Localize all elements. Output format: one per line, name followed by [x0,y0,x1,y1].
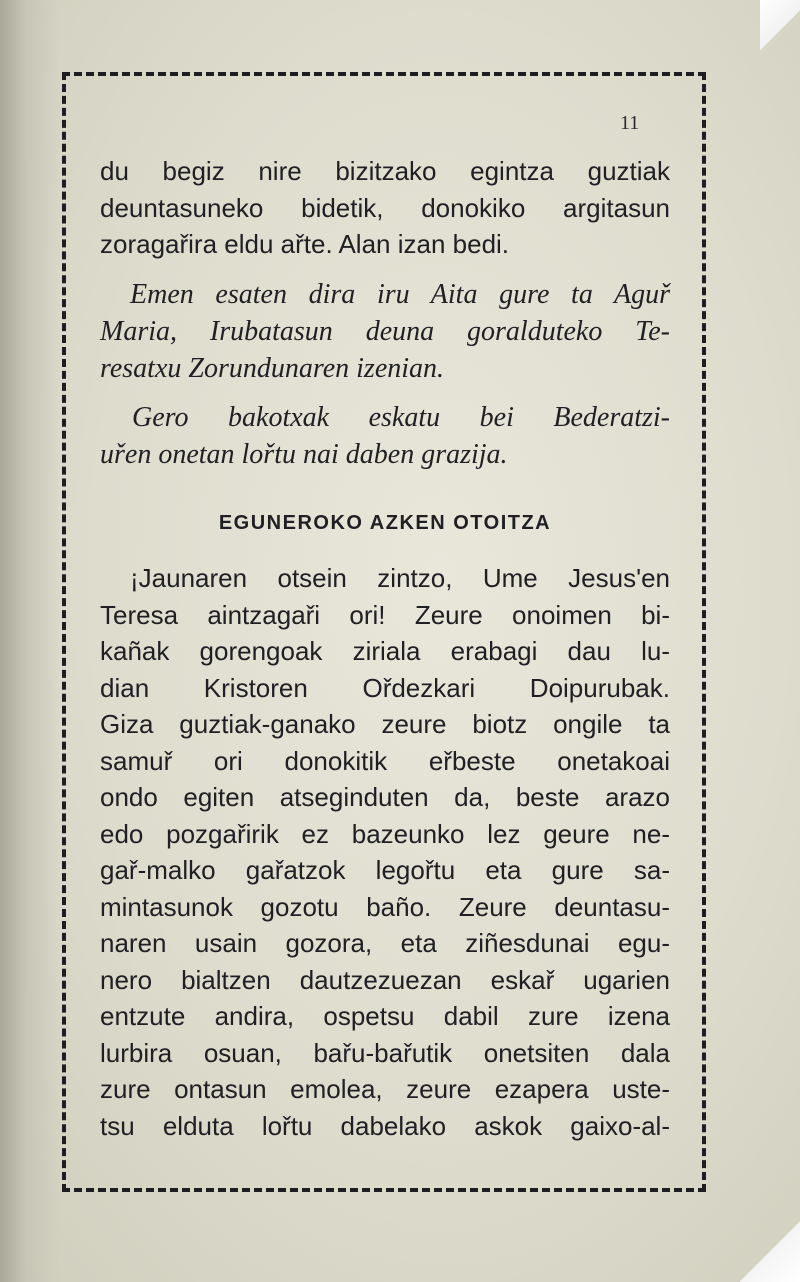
text-line: zure ontasun emolea, zeure ezapera uste- [100,1074,670,1104]
text-line: lurbira osuan, bařu-bařutik onetsiten dala [100,1037,670,1068]
text-line: mintasunok gozotu baño. Zeure deuntasu- [100,891,670,922]
text-line: ¡Jaunaren otsein zintzo, Ume Jesus'en [130,563,670,593]
text-line: dian Kristoren Ořdezkari Doipurubak. [100,672,670,703]
intro-paragraph [100,153,670,263]
text-line: nero bialtzen dautzezuezan eskař ugarien [100,964,670,995]
text-line: uřen onetan lořtu nai daben grazija. [100,439,508,470]
text-line: zoragařira eldu ařte. Alan izan bedi. [100,229,510,259]
text-line: Giza guztiak-ganako zeure biotz ongile ta [100,709,670,739]
text-line: Gero bakotxak eskatu bei Bederatzi- [132,402,670,433]
text-line: resatxu Zorundunaren izenian. [100,353,445,384]
text-line: deuntasuneko bidetik, donokiko argitasun [100,192,670,223]
text-line: du begiz nire bizitzako egintza guztiak [100,156,670,186]
text-line: Teresa aintzagaři ori! Zeure onoimen bi- [100,599,670,630]
text-line: edo pozgařirik ez bazeunko lez geure ne- [100,818,670,849]
text-line: gař-malko gařatzok legořtu eta gure sa- [100,855,670,885]
page-corner-top [760,0,800,60]
text-line: naren usain gozora, eta ziñesdunai egu- [100,928,670,958]
section-heading: EGUNEROKO AZKEN OTOITZA [218,512,552,534]
prayer-paragraph [100,560,670,1144]
text-line: kañak gorengoak ziriala erabagi dau lu- [100,636,670,666]
spine-shadow [0,0,60,1282]
page-corner-bottom [740,1192,800,1282]
text-line: tsu elduta lořtu dabelako askok gaixo-al- [100,1110,670,1141]
text-line: ondo egiten atseginduten da, beste arazo [100,782,670,812]
instruction-paragraph-1 [100,276,670,387]
instruction-paragraph-2 [100,399,670,473]
text-line: samuř ori donokitik eřbeste onetakoai [100,745,670,776]
text-line: entzute andira, ospetsu dabil zure izena [100,1001,670,1031]
page-number: 11 [620,112,640,134]
text-line: Emen esaten dira iru Aita gure ta Aguř [130,279,670,310]
text-line: Maria, Irubatasun deuna goralduteko Te- [100,316,670,347]
